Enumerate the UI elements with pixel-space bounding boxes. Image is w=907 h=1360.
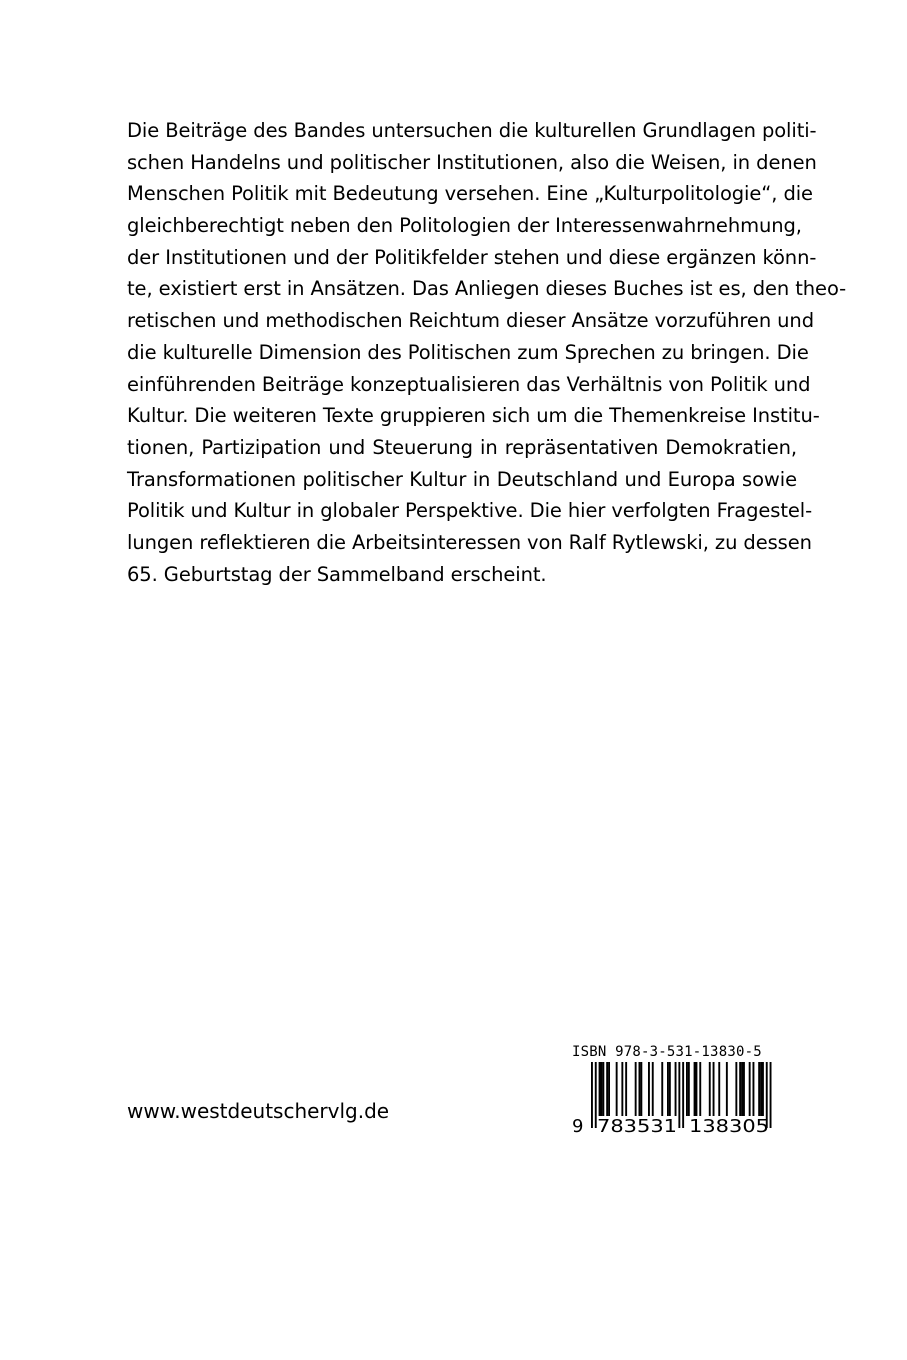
barcode-bar	[709, 1062, 711, 1116]
blurb-line: te, existiert erst in Ansätzen. Das Anliegen dieses Buches ist es, den theo-	[127, 277, 847, 301]
barcode-bar	[648, 1062, 650, 1116]
blurb-line: tionen, Partizipation und Steuerung in repräsentativen Demokratien,	[127, 435, 797, 459]
barcode-bar	[699, 1062, 701, 1116]
barcode-digits-left: 783531	[597, 1116, 677, 1136]
barcode-bar	[726, 1062, 728, 1116]
barcode-bar	[616, 1062, 618, 1116]
back-cover-blurb	[127, 115, 847, 590]
barcode-icon	[572, 1062, 788, 1136]
barcode-bar	[741, 1062, 743, 1116]
barcode-bar	[635, 1062, 637, 1116]
barcode-bar	[599, 1062, 601, 1116]
barcode-bar	[602, 1062, 604, 1116]
barcode-bar	[661, 1062, 663, 1116]
isbn-barcode-block	[572, 1044, 788, 1136]
blurb-line: retischen und methodischen Reichtum dieser Ansätze vorzuführen und	[127, 309, 814, 333]
blurb-line: Menschen Politik mit Bedeutung versehen. Eine „Kulturpolitologie“, die	[127, 182, 813, 206]
blurb-line: lungen reflektieren die Arbeitsinteressen von Ralf Rytlewski, zu dessen	[127, 530, 812, 554]
barcode-bar	[753, 1062, 755, 1116]
barcode-bar	[735, 1062, 737, 1116]
barcode-bar	[713, 1062, 715, 1116]
blurb-line: Transformationen politischer Kultur in Deutschland und Europa sowie	[127, 467, 797, 491]
barcode-digits-right: 138305	[689, 1116, 769, 1136]
barcode-bar	[696, 1062, 698, 1116]
barcode-bar	[601, 1062, 603, 1116]
barcode-bar	[621, 1062, 623, 1116]
barcode-bar	[758, 1062, 760, 1116]
blurb-line: schen Handelns und politischer Institutionen, also die Weisen, in denen	[127, 150, 817, 174]
barcode-bar	[749, 1062, 751, 1116]
barcode-bar	[686, 1062, 688, 1116]
barcode-bar	[718, 1062, 720, 1116]
blurb-line: Die Beiträge des Bandes untersuchen die kulturellen Grundlagen politi-	[127, 119, 817, 142]
barcode-bar	[770, 1062, 772, 1128]
blurb-line: die kulturelle Dimension des Politischen zum Sprechen zu bringen. Die	[127, 340, 809, 364]
barcode-bar	[640, 1062, 642, 1116]
barcode-bar	[760, 1062, 762, 1116]
barcode-bar	[694, 1062, 696, 1116]
blurb-line: der Institutionen und der Politikfelder stehen und diese ergänzen könn-	[127, 245, 817, 269]
barcode-bar	[669, 1062, 671, 1116]
barcode-bar	[625, 1062, 627, 1116]
blurb-line: 65. Geburtstag der Sammelband erscheint.	[127, 562, 547, 586]
barcode-bar	[639, 1062, 641, 1116]
barcode-bar	[682, 1062, 684, 1128]
blurb-line: gleichberechtigt neben den Politologien der Interessenwahrnehmung,	[127, 214, 802, 238]
barcode-bar	[667, 1062, 669, 1116]
barcode-bar	[652, 1062, 654, 1116]
barcode-bar	[678, 1062, 680, 1128]
isbn-label: ISBN 978-3-531-13830-5	[572, 1044, 762, 1060]
barcode-bar	[675, 1062, 677, 1116]
barcode-digit-first: 9	[572, 1116, 584, 1136]
blurb-line: Politik und Kultur in globaler Perspektive. Die hier verfolgten Fragestel-	[127, 499, 813, 523]
barcode-bar	[688, 1062, 690, 1116]
barcode-bar	[739, 1062, 741, 1116]
barcode-bar	[762, 1062, 764, 1116]
barcode-bar	[591, 1062, 593, 1128]
blurb-line: Kultur. Die weiteren Texte gruppieren sich um die Themenkreise Institu-	[127, 404, 820, 428]
barcode-bar	[608, 1062, 610, 1116]
barcode-bar	[606, 1062, 608, 1116]
barcode-bar	[743, 1062, 745, 1116]
publisher-website: www.westdeutschervlg.de	[127, 1099, 390, 1123]
blurb-line: einführenden Beiträge konzeptualisieren das Verhältnis von Politik und	[127, 372, 811, 396]
